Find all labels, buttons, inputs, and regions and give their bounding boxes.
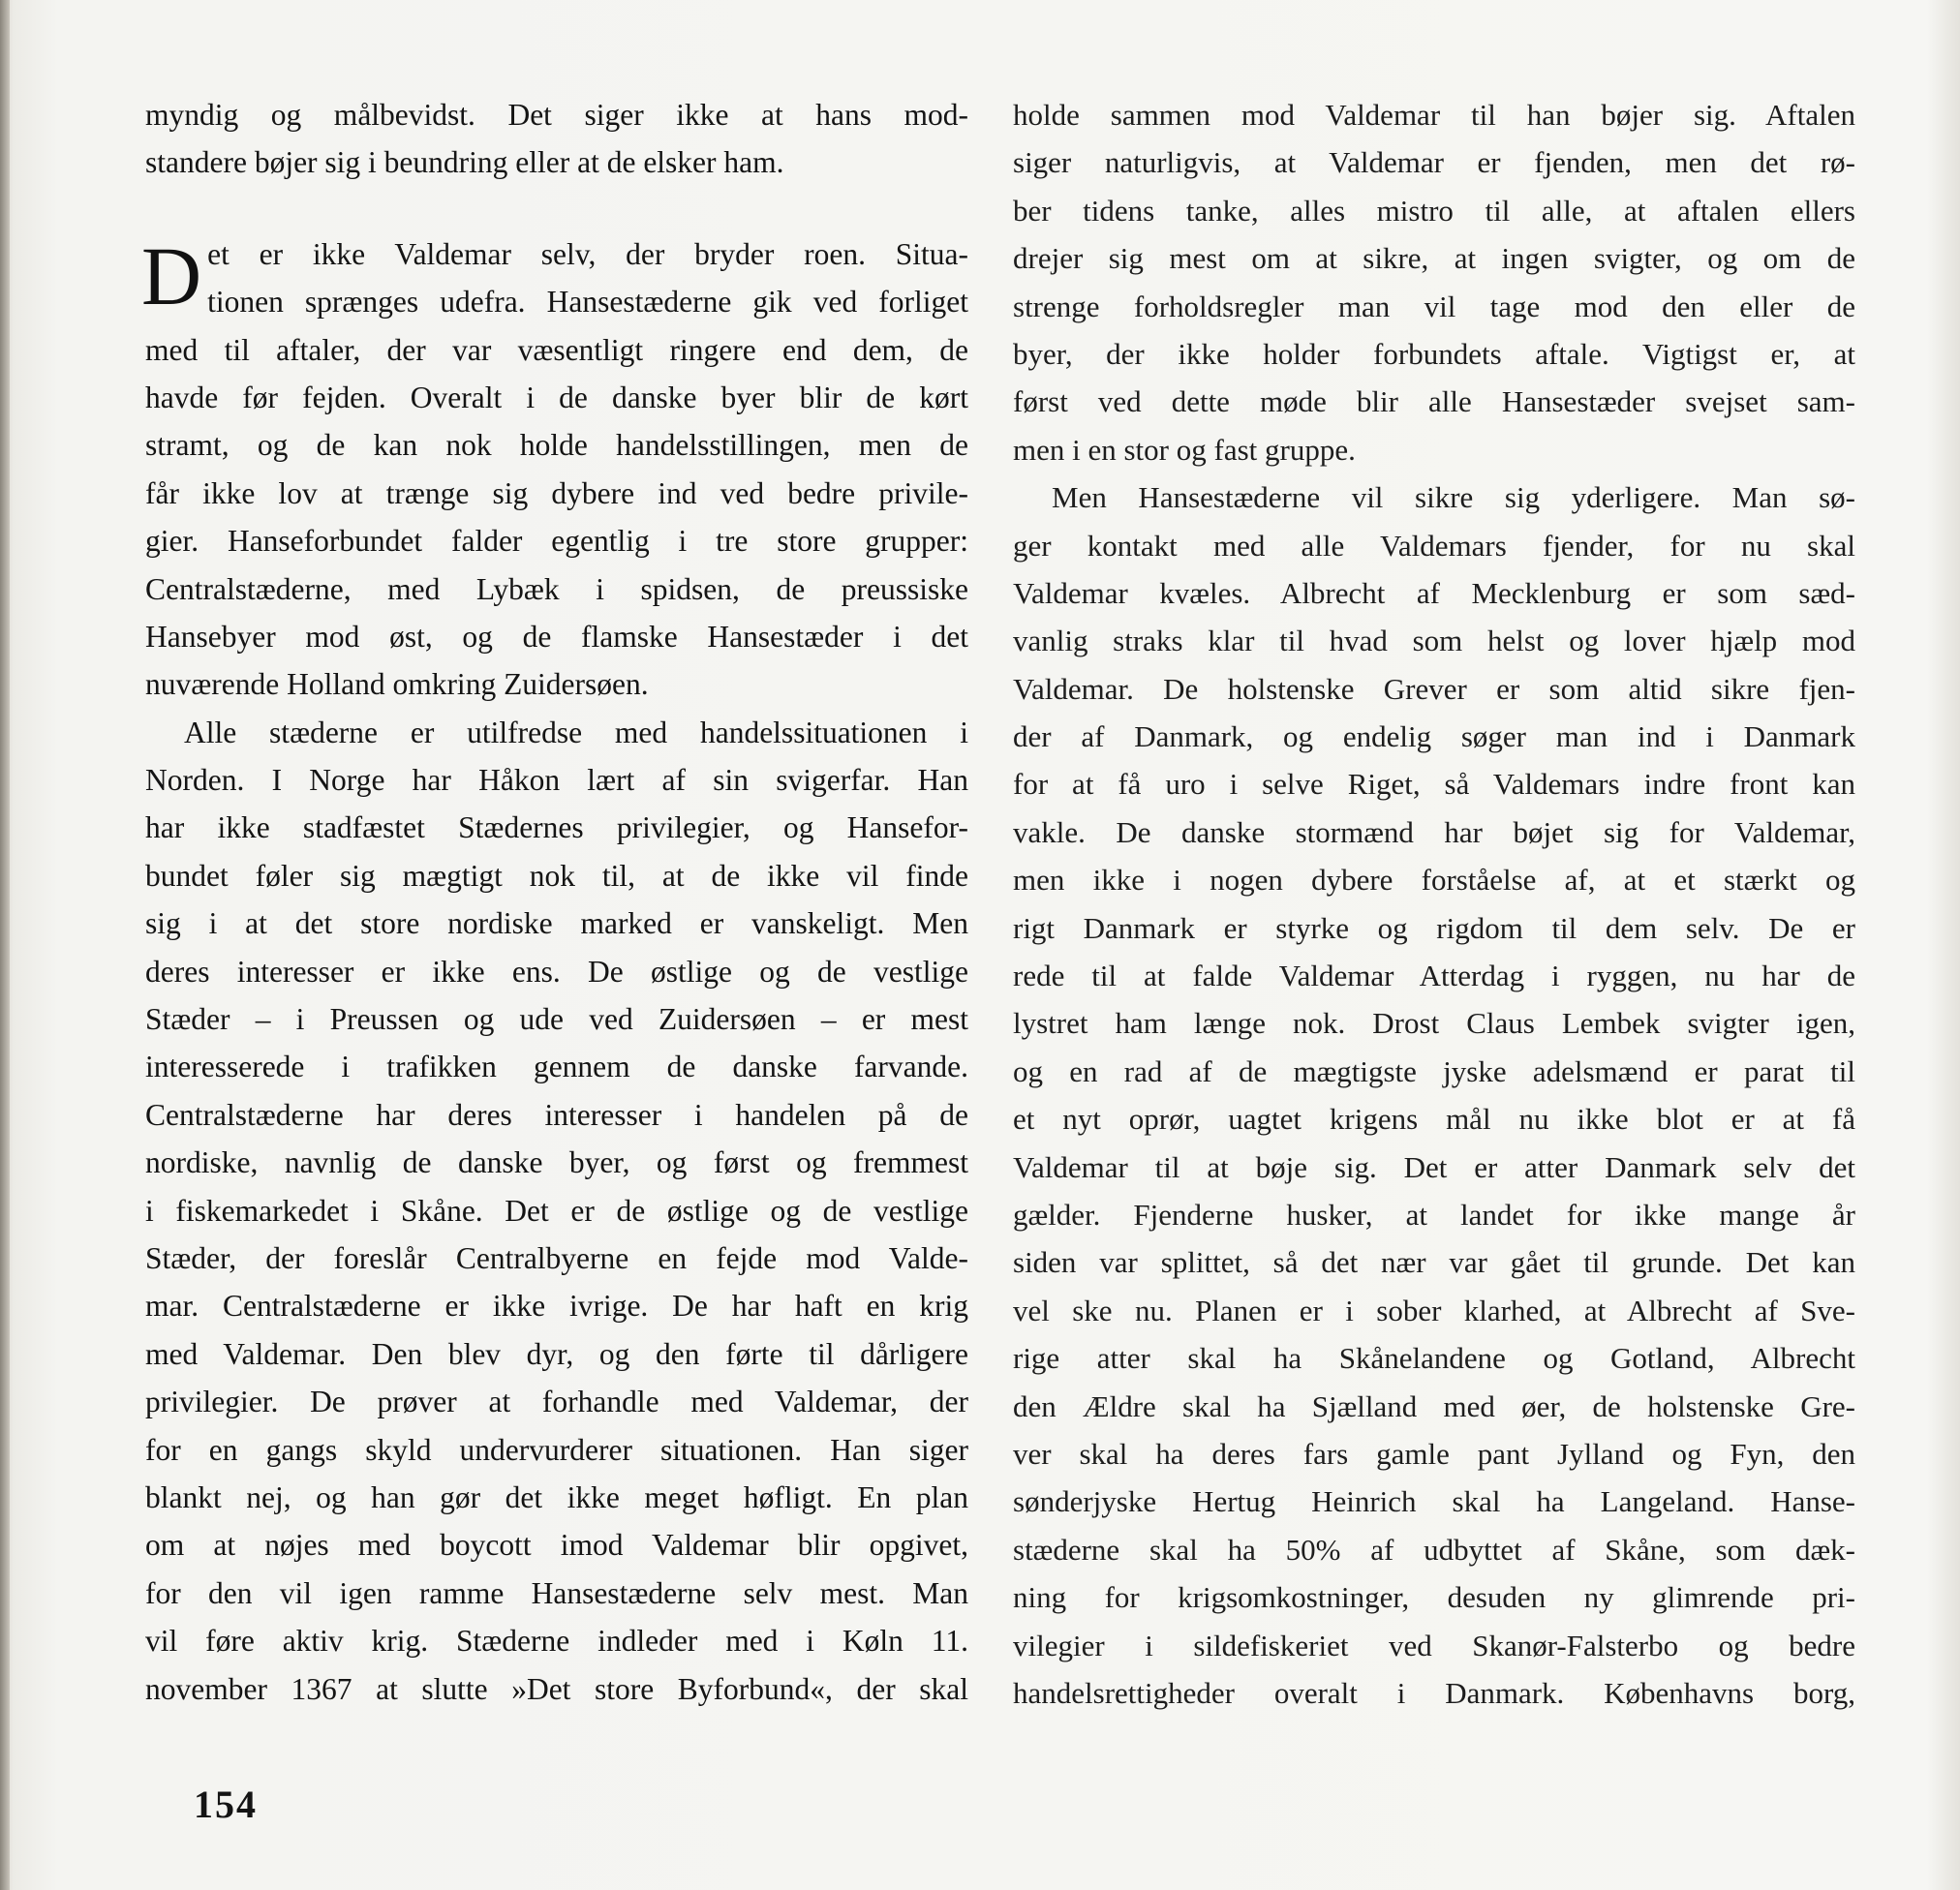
text-line: ber tidens tanke, alles mistro til alle, at aftalen ellers [1013, 193, 1855, 228]
text-line: mar. Centralstæderne er ikke ivrige. De har haft en krig [145, 1289, 968, 1324]
paragraph [145, 709, 968, 1713]
text-line: Valdemar kvæles. Albrecht af Mecklenburg er som sæd- [1013, 575, 1855, 610]
text-line: rigt Danmark er styrke og rigdom til dem selv. De er [1013, 910, 1855, 945]
text-line: for den vil igen ramme Hansestæderne selv mest. Man [145, 1575, 968, 1610]
text-line: Norden. I Norge har Håkon lært af sin svigerfar. Han [145, 763, 968, 798]
text-line: i fiskemarkedet i Skåne. Det er de østlige og de vestlige [145, 1193, 968, 1228]
text-line: og en rad af de mægtigste jyske adelsmænd er parat til [1013, 1053, 1855, 1088]
text-line: der af Danmark, og endelig søger man ind i Danmark [1013, 719, 1855, 754]
page-number: 154 [194, 1783, 258, 1826]
text-line: vilegier i sildefiskeriet ved Skanør-Falsterbo og bedre [1013, 1628, 1855, 1662]
text-line: myndig og målbevidst. Det siger ikke at hans mod- [145, 98, 968, 132]
text-line: Centralstæderne har deres interesser i handelen på de [145, 1097, 968, 1132]
text-line: har ikke stadfæstet Stædernes privilegier, og Hansefor- [145, 810, 968, 845]
text-line: interesserede i trafikken gennem de danske farvande. [145, 1050, 968, 1084]
text-line: holde sammen mod Valdemar til han bøjer sig. Aftalen [1013, 98, 1855, 132]
text-line: siger naturligvis, at Valdemar er fjenden, men det rø- [1013, 145, 1855, 180]
text-line: Stæder – i Preussen og ude ved Zuidersøen – er mest [145, 1002, 968, 1037]
text-line: ger kontakt med alle Valdemars fjender, for nu skal [1013, 528, 1855, 563]
text-line: standere bøjer sig i beundring eller at de elsker ham. [145, 145, 784, 180]
intro-paragraph [145, 91, 968, 187]
text-line: handelsrettigheder overalt i Danmark. Københavns borg, [1013, 1675, 1855, 1710]
text-line: lystret ham længe nok. Drost Claus Lembek svigter igen, [1013, 1006, 1855, 1041]
text-line: ver skal ha deres fars gamle pant Jylland og Fyn, den [1013, 1436, 1855, 1471]
text-line: for at få uro i selve Riget, så Valdemars indre front kan [1013, 767, 1855, 802]
text-line: nordiske, navnlig de danske byer, og først og fremmest [145, 1145, 968, 1180]
text-line: Centralstæderne, med Lybæk i spidsen, de preussiske [145, 571, 968, 606]
text-line: byer, der ikke holder forbundets aftale. Vigtigst er, at [1013, 336, 1855, 371]
text-line: om at nøjes med boycott imod Valdemar blir opgivet, [145, 1528, 968, 1563]
paragraph [1013, 91, 1855, 473]
text-line: nuværende Holland omkring Zuidersøen. [145, 667, 649, 702]
text-line: får ikke lov at trænge sig dybere ind ved bedre privile- [145, 475, 968, 510]
text-line: med til aftaler, der var væsentligt ringere end dem, de [145, 332, 968, 367]
text-line: ning for krigsomkostninger, desuden ny glimrende pri- [1013, 1580, 1855, 1615]
text-line: et nyt oprør, uagtet krigens mål nu ikke blot er at få [1013, 1102, 1855, 1137]
text-line: tionen sprænges udefra. Hansestæderne gik ved forliget [207, 285, 968, 320]
text-line: Valdemar til at bøje sig. Det er atter Danmark selv det [1013, 1149, 1855, 1184]
text-line: siden var splittet, så det nær var gået til grunde. Det kan [1013, 1245, 1855, 1280]
text-line: blankt nej, og han gør det ikke meget høfligt. En plan [145, 1479, 968, 1514]
text-line: vanlig straks klar til hvad som helst og lover hjælp mod [1013, 624, 1855, 658]
text-line: et er ikke Valdemar selv, der bryder roen. Situa- [207, 236, 968, 271]
paragraph-dropcap [141, 229, 968, 709]
text-line: Stæder, der foreslår Centralbyerne en fejde mod Valde- [145, 1240, 968, 1275]
text-line: Hansebyer mod øst, og de flamske Hansestæder i det [145, 619, 968, 654]
text-line: gier. Hanseforbundet falder egentlig i tre store grupper: [145, 524, 968, 559]
text-line: privilegier. De prøver at forhandle med Valdemar, der [145, 1385, 968, 1419]
text-line: men i en stor og fast gruppe. [1013, 432, 1356, 467]
text-line: først ved dette møde blir alle Hansestæder svejset sam- [1013, 384, 1855, 419]
text-line: stramt, og de kan nok holde handelsstillingen, men de [145, 428, 968, 463]
text-line: deres interesser er ikke ens. De østlige og de vestlige [145, 954, 968, 989]
book-spine-shadow [0, 0, 10, 1890]
text-line: strenge forholdsregler man vil tage mod den eller de [1013, 289, 1855, 323]
text-line: stæderne skal ha 50% af udbyttet af Skåne, som dæk- [1013, 1532, 1855, 1567]
text-line: gælder. Fjenderne husker, at landet for ikke mange år [1013, 1197, 1855, 1232]
text-line: for en gangs skyld undervurderer situationen. Han siger [145, 1432, 968, 1467]
text-line: men ikke i nogen dybere forståelse af, at et stærkt og [1013, 863, 1855, 898]
text-line: bundet føler sig mægtigt nok til, at de ikke vil finde [145, 858, 968, 893]
text-line: rede til at falde Valdemar Atterdag i ryggen, nu har de [1013, 959, 1855, 993]
text-line: vakle. De danske stormænd har bøjet sig for Valdemar, [1013, 814, 1855, 849]
text-line: november 1367 at slutte »Det store Byforbund«, der skal [145, 1671, 968, 1706]
text-line: med Valdemar. Den blev dyr, og den førte til dårligere [145, 1336, 968, 1371]
text-line: sønderjyske Hertug Heinrich skal ha Langeland. Hanse- [1013, 1484, 1855, 1519]
text-line: drejer sig mest om at sikre, at ingen svigter, og om de [1013, 241, 1855, 276]
text-line: Alle stæderne er utilfredse med handelssituationen i [184, 715, 968, 749]
text-line: vil føre aktiv krig. Stæderne indleder med i Køln 11. [145, 1624, 968, 1659]
right-text-column [1013, 91, 1855, 1717]
text-line: vel ske nu. Planen er i sober klarhed, at Albrecht af Sve- [1013, 1293, 1855, 1327]
text-line: Valdemar. De holstenske Grever er som altid sikre fjen- [1013, 671, 1855, 706]
left-text-column [141, 91, 968, 1713]
drop-cap: D [141, 229, 202, 322]
text-line: rige atter skal ha Skånelandene og Gotland, Albrecht [1013, 1341, 1855, 1376]
text-line: Men Hansestæderne vil sikre sig yderligere. Man sø- [1052, 480, 1855, 515]
text-line: sig i at det store nordiske marked er vanskeligt. Men [145, 906, 968, 941]
text-line: havde før fejden. Overalt i de danske byer blir de kørt [145, 380, 968, 414]
text-line: den Ældre skal ha Sjælland med øer, de holstenske Gre- [1013, 1388, 1855, 1423]
paragraph [1013, 473, 1855, 1717]
